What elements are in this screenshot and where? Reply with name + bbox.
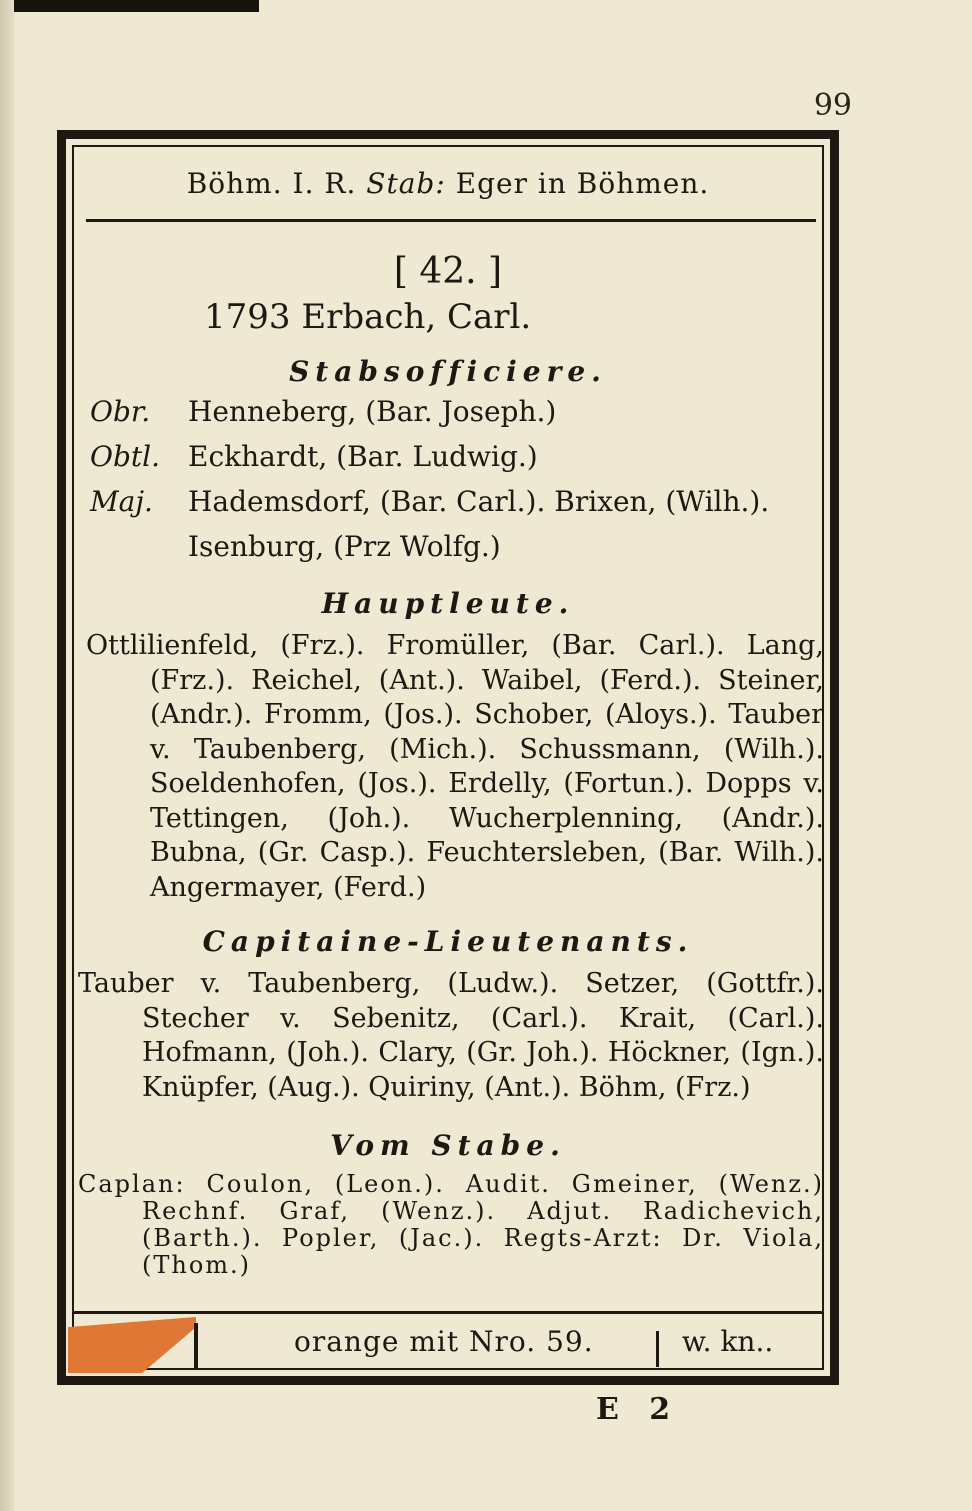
bottom-rule: [74, 1311, 822, 1314]
header-location: Eger in Böhmen.: [455, 167, 710, 200]
officer-row: [90, 395, 556, 428]
officer-rank: Obtl.: [90, 440, 160, 473]
officer-row: [90, 485, 769, 518]
header-prefix: Böhm. I. R.: [186, 167, 357, 200]
section-title-vom-stabe: Vom Stabe.: [330, 1129, 566, 1162]
capitaine-lieutenants-list: Tauber v. Taubenberg, (Ludw.). Setzer, (Gottfr.). Stecher v. Sebenitz, (Carl.). Krait, (Carl.). Hofmann, (Joh.). Clary, (Gr. Joh.). Höckner, (Ign.). Knüpfer, (Aug.). Quiriny, (Ant.). Böhm, (Frz.): [78, 968, 824, 1103]
vom-stabe-list: Caplan: Coulon, (Leon.). Audit. Gmeiner, (Wenz.) Rechnf. Graf, (Wenz.). Adjut. Radichevich, (Barth.). Popler, (Jac.). Regts-Arzt: Dr. Viola, (Thom.): [78, 1170, 824, 1279]
officer-names: Isenburg, (Prz Wolfg.): [188, 530, 501, 563]
running-header: [74, 167, 822, 200]
page-edge: [0, 0, 14, 1511]
officer-names: Eckhardt, (Bar. Ludwig.): [188, 440, 538, 473]
section-title-stabsofficiere: Stabsofficiere.: [289, 355, 607, 388]
facing-text: orange mit Nro. 59.: [294, 1325, 594, 1358]
officer-names: Henneberg, (Bar. Joseph.): [188, 395, 557, 428]
buttons-text: w. kn..: [682, 1325, 774, 1358]
regiment-number: [ 42. ]: [393, 251, 503, 292]
officer-rank: Obr.: [90, 395, 151, 428]
header-rule: [86, 219, 816, 222]
inner-frame: [72, 145, 824, 1370]
top-shadow: [14, 0, 259, 12]
officer-row: [90, 530, 501, 563]
signature-mark: E 2: [596, 1392, 681, 1427]
page-number: 99: [813, 88, 852, 123]
footer-band: [74, 1317, 822, 1373]
section-title-capitaine-lieutenants: Capitaine-Lieutenants.: [202, 925, 694, 958]
footer-divider: [194, 1323, 198, 1369]
regiment-owner: 1793 Erbach, Carl.: [204, 297, 532, 337]
officer-row: [90, 440, 538, 473]
footer-separator: [656, 1331, 659, 1367]
section-title-hauptleute: Hauptleute.: [321, 587, 575, 620]
officer-names: Hademsdorf, (Bar. Carl.). Brixen, (Wilh.).: [188, 485, 770, 518]
facing-color-swatch: [68, 1317, 196, 1373]
officer-rank: Maj.: [90, 485, 153, 518]
hauptleute-list: Ottlilienfeld, (Frz.). Fromüller, (Bar. Carl.). Lang, (Frz.). Reichel, (Ant.). Waibel, (Ferd.). Steiner, (Andr.). Fromm, (Jos.). Schober, (Aloys.). Tauber v. Taubenberg, (Mich.). Schussmann, (Wilh.). Soeldenhofen, (Jos.). Erdelly, (Fortun.). Dopps v. Tettingen, (Joh.). Wucherplenning, (Andr.). Bubna, (Gr. Casp.). Feuchtersleben, (Bar. Wilh.). Angermayer, (Ferd.): [86, 630, 824, 903]
content-frame: [57, 130, 839, 1385]
header-stab-label: Stab:: [366, 167, 446, 200]
